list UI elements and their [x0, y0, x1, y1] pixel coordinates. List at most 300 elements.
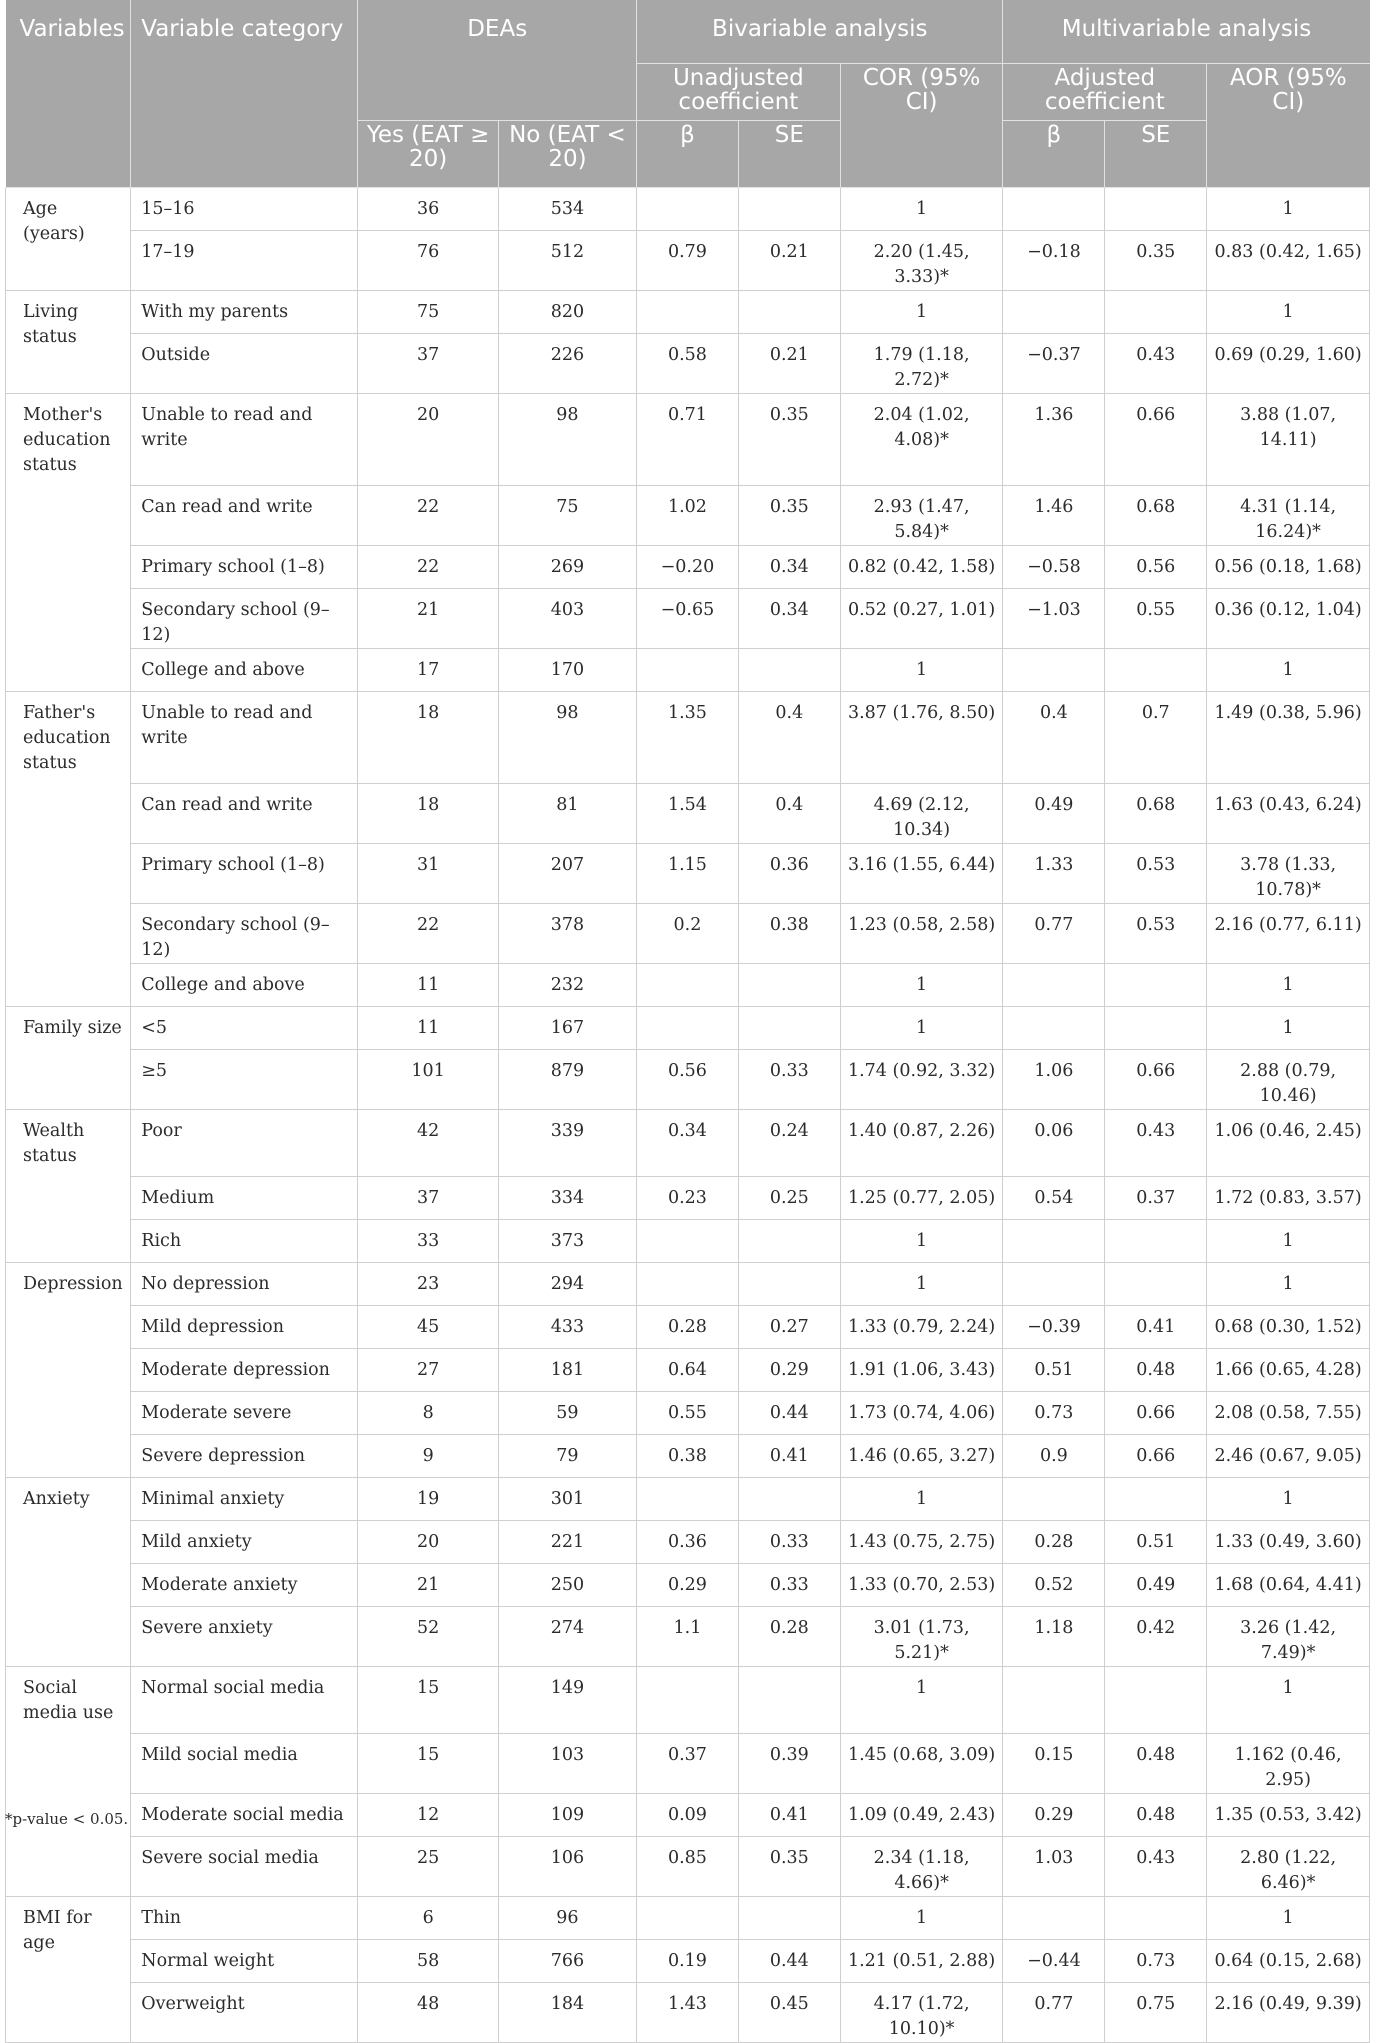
dea-no-cell: 98	[498, 692, 636, 784]
dea-yes-cell: 21	[358, 589, 498, 649]
aor-cell: 1.49 (0.38, 5.96)	[1207, 692, 1370, 784]
dea-no-cell: 79	[498, 1435, 636, 1478]
dea-no-cell: 184	[498, 1983, 636, 2043]
se-unadjusted-cell	[738, 291, 840, 334]
dea-yes-cell: 25	[358, 1837, 498, 1897]
dea-no-cell: 373	[498, 1220, 636, 1263]
dea-no-cell: 766	[498, 1940, 636, 1983]
dea-no-cell: 512	[498, 231, 636, 291]
category-cell: Severe social media	[131, 1837, 358, 1897]
se-unadjusted-cell: 0.25	[738, 1177, 840, 1220]
dea-no-cell: 109	[498, 1794, 636, 1837]
se-adjusted-cell: 0.48	[1105, 1734, 1207, 1794]
header-beta-unadjusted: β	[637, 121, 739, 188]
dea-yes-cell: 21	[358, 1564, 498, 1607]
aor-cell: 1.35 (0.53, 3.42)	[1207, 1794, 1370, 1837]
category-cell: Normal weight	[131, 1940, 358, 1983]
beta-adjusted-cell: 0.4	[1003, 692, 1105, 784]
category-cell: Moderate anxiety	[131, 1564, 358, 1607]
beta-unadjusted-cell: 0.55	[637, 1392, 739, 1435]
variable-cell: Wealth status	[6, 1110, 131, 1263]
header-yes: Yes (EAT ≥ 20)	[358, 121, 498, 188]
beta-adjusted-cell: 0.06	[1003, 1110, 1105, 1177]
se-unadjusted-cell	[738, 1667, 840, 1734]
se-unadjusted-cell: 0.34	[738, 589, 840, 649]
beta-unadjusted-cell: 0.29	[637, 1564, 739, 1607]
header-multivariable: Multivariable analysis	[1003, 0, 1370, 64]
se-unadjusted-cell	[738, 188, 840, 231]
dea-no-cell: 207	[498, 844, 636, 904]
variable-cell: Depression	[6, 1263, 131, 1478]
se-adjusted-cell: 0.48	[1105, 1794, 1207, 1837]
aor-cell: 1	[1207, 964, 1370, 1007]
table-row	[6, 964, 1370, 1007]
category-cell: Severe anxiety	[131, 1607, 358, 1667]
cor-cell: 1.74 (0.92, 3.32)	[840, 1050, 1003, 1110]
se-unadjusted-cell	[738, 649, 840, 692]
category-cell: Primary school (1–8)	[131, 546, 358, 589]
se-unadjusted-cell: 0.33	[738, 1521, 840, 1564]
variable-cell: Living status	[6, 291, 131, 394]
se-adjusted-cell: 0.41	[1105, 1306, 1207, 1349]
beta-adjusted-cell: −0.37	[1003, 334, 1105, 394]
cor-cell: 1	[840, 1007, 1003, 1050]
beta-unadjusted-cell: 0.58	[637, 334, 739, 394]
table-row	[6, 486, 1370, 546]
cor-cell: 2.20 (1.45, 3.33)*	[840, 231, 1003, 291]
cor-cell: 4.69 (2.12, 10.34)	[840, 784, 1003, 844]
beta-unadjusted-cell: 0.37	[637, 1734, 739, 1794]
dea-no-cell: 269	[498, 546, 636, 589]
se-adjusted-cell	[1105, 1263, 1207, 1306]
aor-cell: 2.16 (0.49, 9.39)	[1207, 1983, 1370, 2043]
dea-yes-cell: 8	[358, 1392, 498, 1435]
dea-yes-cell: 27	[358, 1349, 498, 1392]
table-row	[6, 1607, 1370, 1667]
table-row	[6, 1940, 1370, 1983]
beta-unadjusted-cell: 0.64	[637, 1349, 739, 1392]
se-unadjusted-cell: 0.44	[738, 1392, 840, 1435]
dea-no-cell: 433	[498, 1306, 636, 1349]
beta-unadjusted-cell: −0.20	[637, 546, 739, 589]
se-adjusted-cell: 0.55	[1105, 589, 1207, 649]
se-unadjusted-cell	[738, 1478, 840, 1521]
dea-yes-cell: 20	[358, 1521, 498, 1564]
beta-adjusted-cell: 0.77	[1003, 904, 1105, 964]
dea-no-cell: 181	[498, 1349, 636, 1392]
beta-adjusted-cell: 1.46	[1003, 486, 1105, 546]
table-body	[6, 188, 1370, 2043]
cor-cell: 1	[840, 1667, 1003, 1734]
se-adjusted-cell: 0.37	[1105, 1177, 1207, 1220]
cor-cell: 0.52 (0.27, 1.01)	[840, 589, 1003, 649]
dea-yes-cell: 6	[358, 1897, 498, 1940]
category-cell: Moderate depression	[131, 1349, 358, 1392]
table-row	[6, 1110, 1370, 1177]
table-row	[6, 1734, 1370, 1794]
beta-adjusted-cell: 0.77	[1003, 1983, 1105, 2043]
table-header	[6, 0, 1370, 188]
table-row	[6, 334, 1370, 394]
cor-cell: 1.21 (0.51, 2.88)	[840, 1940, 1003, 1983]
footnote: *p-value < 0.05.	[5, 1810, 129, 1828]
se-unadjusted-cell	[738, 1007, 840, 1050]
aor-cell: 1.68 (0.64, 4.41)	[1207, 1564, 1370, 1607]
aor-cell: 2.80 (1.22, 6.46)*	[1207, 1837, 1370, 1897]
beta-unadjusted-cell: 0.28	[637, 1306, 739, 1349]
se-adjusted-cell: 0.49	[1105, 1564, 1207, 1607]
dea-no-cell: 301	[498, 1478, 636, 1521]
category-cell: Primary school (1–8)	[131, 844, 358, 904]
header-beta-adjusted: β	[1003, 121, 1105, 188]
variable-cell: Social media use	[6, 1667, 131, 1897]
dea-yes-cell: 33	[358, 1220, 498, 1263]
table-row	[6, 1897, 1370, 1940]
category-cell: 17–19	[131, 231, 358, 291]
beta-unadjusted-cell: 0.23	[637, 1177, 739, 1220]
aor-cell: 2.88 (0.79, 10.46)	[1207, 1050, 1370, 1110]
dea-yes-cell: 15	[358, 1734, 498, 1794]
results-table-container	[5, 0, 1370, 2043]
se-adjusted-cell	[1105, 1220, 1207, 1263]
beta-unadjusted-cell: 1.1	[637, 1607, 739, 1667]
se-unadjusted-cell: 0.33	[738, 1050, 840, 1110]
se-adjusted-cell: 0.53	[1105, 904, 1207, 964]
table-row	[6, 1564, 1370, 1607]
se-adjusted-cell	[1105, 1478, 1207, 1521]
dea-yes-cell: 45	[358, 1306, 498, 1349]
beta-adjusted-cell	[1003, 1220, 1105, 1263]
aor-cell: 1.72 (0.83, 3.57)	[1207, 1177, 1370, 1220]
cor-cell: 1.33 (0.79, 2.24)	[840, 1306, 1003, 1349]
category-cell: College and above	[131, 964, 358, 1007]
beta-adjusted-cell: 0.29	[1003, 1794, 1105, 1837]
se-unadjusted-cell: 0.24	[738, 1110, 840, 1177]
variable-cell: Age (years)	[6, 188, 131, 291]
beta-unadjusted-cell: 1.02	[637, 486, 739, 546]
table-row	[6, 1392, 1370, 1435]
table-row	[6, 1435, 1370, 1478]
beta-unadjusted-cell	[637, 649, 739, 692]
beta-adjusted-cell: 1.03	[1003, 1837, 1105, 1897]
dea-yes-cell: 17	[358, 649, 498, 692]
aor-cell: 2.08 (0.58, 7.55)	[1207, 1392, 1370, 1435]
beta-adjusted-cell: 0.73	[1003, 1392, 1105, 1435]
aor-cell: 1	[1207, 649, 1370, 692]
table-row	[6, 1983, 1370, 2043]
header-aor: AOR (95% CI)	[1207, 64, 1370, 188]
se-unadjusted-cell: 0.28	[738, 1607, 840, 1667]
dea-yes-cell: 19	[358, 1478, 498, 1521]
beta-adjusted-cell	[1003, 1478, 1105, 1521]
dea-yes-cell: 75	[358, 291, 498, 334]
beta-adjusted-cell: 0.49	[1003, 784, 1105, 844]
category-cell: Minimal anxiety	[131, 1478, 358, 1521]
beta-adjusted-cell: −0.58	[1003, 546, 1105, 589]
dea-no-cell: 96	[498, 1897, 636, 1940]
beta-unadjusted-cell	[637, 964, 739, 1007]
table-row	[6, 692, 1370, 784]
dea-yes-cell: 22	[358, 546, 498, 589]
header-se-adjusted: SE	[1105, 121, 1207, 188]
se-adjusted-cell: 0.56	[1105, 546, 1207, 589]
aor-cell: 0.68 (0.30, 1.52)	[1207, 1306, 1370, 1349]
beta-adjusted-cell	[1003, 1667, 1105, 1734]
se-adjusted-cell: 0.42	[1105, 1607, 1207, 1667]
category-cell: Mild depression	[131, 1306, 358, 1349]
se-adjusted-cell	[1105, 1667, 1207, 1734]
cor-cell: 1.40 (0.87, 2.26)	[840, 1110, 1003, 1177]
category-cell: <5	[131, 1007, 358, 1050]
dea-no-cell: 820	[498, 291, 636, 334]
se-adjusted-cell	[1105, 649, 1207, 692]
dea-no-cell: 149	[498, 1667, 636, 1734]
beta-unadjusted-cell: 1.35	[637, 692, 739, 784]
category-cell: Normal social media	[131, 1667, 358, 1734]
cor-cell: 3.87 (1.76, 8.50)	[840, 692, 1003, 784]
se-adjusted-cell	[1105, 1897, 1207, 1940]
beta-adjusted-cell	[1003, 291, 1105, 334]
header-unadjusted-coefficient: Unadjusted coefficient	[637, 64, 841, 121]
category-cell: No depression	[131, 1263, 358, 1306]
se-adjusted-cell: 0.75	[1105, 1983, 1207, 2043]
dea-no-cell: 339	[498, 1110, 636, 1177]
se-adjusted-cell: 0.66	[1105, 1392, 1207, 1435]
dea-yes-cell: 58	[358, 1940, 498, 1983]
cor-cell: 1.23 (0.58, 2.58)	[840, 904, 1003, 964]
beta-unadjusted-cell: 0.34	[637, 1110, 739, 1177]
cor-cell: 1	[840, 291, 1003, 334]
se-adjusted-cell	[1105, 291, 1207, 334]
dea-yes-cell: 42	[358, 1110, 498, 1177]
table-row	[6, 1794, 1370, 1837]
aor-cell: 0.69 (0.29, 1.60)	[1207, 334, 1370, 394]
table-row	[6, 231, 1370, 291]
header-variable-category: Variable category	[131, 0, 358, 188]
aor-cell: 1	[1207, 1263, 1370, 1306]
dea-no-cell: 103	[498, 1734, 636, 1794]
aor-cell: 1.162 (0.46, 2.95)	[1207, 1734, 1370, 1794]
aor-cell: 0.83 (0.42, 1.65)	[1207, 231, 1370, 291]
cor-cell: 0.82 (0.42, 1.58)	[840, 546, 1003, 589]
se-adjusted-cell: 0.73	[1105, 1940, 1207, 1983]
dea-no-cell: 403	[498, 589, 636, 649]
cor-cell: 1	[840, 1263, 1003, 1306]
se-unadjusted-cell: 0.36	[738, 844, 840, 904]
table-row	[6, 1007, 1370, 1050]
aor-cell: 1	[1207, 291, 1370, 334]
table-row	[6, 188, 1370, 231]
beta-adjusted-cell: 0.28	[1003, 1521, 1105, 1564]
se-unadjusted-cell: 0.33	[738, 1564, 840, 1607]
beta-adjusted-cell: 0.54	[1003, 1177, 1105, 1220]
table-row	[6, 1177, 1370, 1220]
cor-cell: 1.25 (0.77, 2.05)	[840, 1177, 1003, 1220]
results-table	[5, 0, 1370, 2043]
beta-adjusted-cell	[1003, 1007, 1105, 1050]
se-adjusted-cell: 0.68	[1105, 486, 1207, 546]
beta-unadjusted-cell	[637, 291, 739, 334]
dea-yes-cell: 52	[358, 1607, 498, 1667]
dea-yes-cell: 31	[358, 844, 498, 904]
beta-adjusted-cell: 1.36	[1003, 394, 1105, 486]
se-adjusted-cell	[1105, 188, 1207, 231]
beta-adjusted-cell: −0.44	[1003, 1940, 1105, 1983]
aor-cell: 2.46 (0.67, 9.05)	[1207, 1435, 1370, 1478]
table-row	[6, 546, 1370, 589]
dea-yes-cell: 48	[358, 1983, 498, 2043]
se-unadjusted-cell	[738, 964, 840, 1007]
category-cell: With my parents	[131, 291, 358, 334]
dea-yes-cell: 23	[358, 1263, 498, 1306]
se-unadjusted-cell	[738, 1263, 840, 1306]
header-variables: Variables	[6, 0, 131, 188]
cor-cell: 1	[840, 1897, 1003, 1940]
beta-unadjusted-cell	[637, 1007, 739, 1050]
se-adjusted-cell: 0.43	[1105, 1110, 1207, 1177]
aor-cell: 2.16 (0.77, 6.11)	[1207, 904, 1370, 964]
beta-unadjusted-cell: 0.36	[637, 1521, 739, 1564]
header-cor: COR (95% CI)	[840, 64, 1003, 188]
table-row	[6, 1050, 1370, 1110]
category-cell: Moderate social media	[131, 1794, 358, 1837]
se-unadjusted-cell: 0.44	[738, 1940, 840, 1983]
dea-no-cell: 378	[498, 904, 636, 964]
dea-no-cell: 106	[498, 1837, 636, 1897]
category-cell: 15–16	[131, 188, 358, 231]
dea-yes-cell: 11	[358, 964, 498, 1007]
se-unadjusted-cell: 0.45	[738, 1983, 840, 2043]
dea-yes-cell: 37	[358, 334, 498, 394]
cor-cell: 1	[840, 1478, 1003, 1521]
aor-cell: 4.31 (1.14, 16.24)*	[1207, 486, 1370, 546]
dea-yes-cell: 76	[358, 231, 498, 291]
category-cell: Rich	[131, 1220, 358, 1263]
beta-unadjusted-cell	[637, 188, 739, 231]
se-unadjusted-cell: 0.29	[738, 1349, 840, 1392]
se-adjusted-cell: 0.48	[1105, 1349, 1207, 1392]
beta-adjusted-cell	[1003, 1897, 1105, 1940]
beta-unadjusted-cell	[637, 1263, 739, 1306]
header-se-unadjusted: SE	[738, 121, 840, 188]
category-cell: Unable to read and write	[131, 394, 358, 486]
se-unadjusted-cell: 0.34	[738, 546, 840, 589]
category-cell: Can read and write	[131, 486, 358, 546]
dea-no-cell: 226	[498, 334, 636, 394]
cor-cell: 3.01 (1.73, 5.21)*	[840, 1607, 1003, 1667]
beta-unadjusted-cell: 0.85	[637, 1837, 739, 1897]
table-row	[6, 394, 1370, 486]
beta-adjusted-cell: 0.15	[1003, 1734, 1105, 1794]
cor-cell: 1.46 (0.65, 3.27)	[840, 1435, 1003, 1478]
category-cell: Secondary school (9–12)	[131, 589, 358, 649]
cor-cell: 1.45 (0.68, 3.09)	[840, 1734, 1003, 1794]
beta-unadjusted-cell	[637, 1897, 739, 1940]
beta-unadjusted-cell	[637, 1220, 739, 1263]
se-adjusted-cell: 0.53	[1105, 844, 1207, 904]
aor-cell: 3.88 (1.07, 14.11)	[1207, 394, 1370, 486]
table-row	[6, 904, 1370, 964]
beta-unadjusted-cell: 1.15	[637, 844, 739, 904]
se-unadjusted-cell: 0.21	[738, 231, 840, 291]
table-row	[6, 1521, 1370, 1564]
dea-no-cell: 221	[498, 1521, 636, 1564]
dea-yes-cell: 22	[358, 904, 498, 964]
category-cell: Thin	[131, 1897, 358, 1940]
se-unadjusted-cell: 0.35	[738, 394, 840, 486]
dea-yes-cell: 22	[358, 486, 498, 546]
aor-cell: 1.33 (0.49, 3.60)	[1207, 1521, 1370, 1564]
beta-adjusted-cell	[1003, 649, 1105, 692]
category-cell: Moderate severe	[131, 1392, 358, 1435]
se-adjusted-cell	[1105, 964, 1207, 1007]
dea-no-cell: 334	[498, 1177, 636, 1220]
beta-unadjusted-cell: 0.19	[637, 1940, 739, 1983]
dea-no-cell: 534	[498, 188, 636, 231]
category-cell: Can read and write	[131, 784, 358, 844]
se-unadjusted-cell: 0.41	[738, 1435, 840, 1478]
se-adjusted-cell: 0.66	[1105, 1435, 1207, 1478]
cor-cell: 1	[840, 649, 1003, 692]
category-cell: College and above	[131, 649, 358, 692]
dea-no-cell: 98	[498, 394, 636, 486]
beta-adjusted-cell: −1.03	[1003, 589, 1105, 649]
dea-yes-cell: 20	[358, 394, 498, 486]
dea-no-cell: 294	[498, 1263, 636, 1306]
dea-no-cell: 170	[498, 649, 636, 692]
aor-cell: 0.56 (0.18, 1.68)	[1207, 546, 1370, 589]
se-adjusted-cell: 0.66	[1105, 1050, 1207, 1110]
aor-cell: 0.64 (0.15, 2.68)	[1207, 1940, 1370, 1983]
se-unadjusted-cell: 0.35	[738, 486, 840, 546]
aor-cell: 1.63 (0.43, 6.24)	[1207, 784, 1370, 844]
table-row	[6, 589, 1370, 649]
cor-cell: 1.33 (0.70, 2.53)	[840, 1564, 1003, 1607]
aor-cell: 3.26 (1.42, 7.49)*	[1207, 1607, 1370, 1667]
aor-cell: 1	[1207, 1220, 1370, 1263]
category-cell: ≥5	[131, 1050, 358, 1110]
header-no: No (EAT < 20)	[498, 121, 636, 188]
se-unadjusted-cell: 0.38	[738, 904, 840, 964]
table-row	[6, 844, 1370, 904]
aor-cell: 1	[1207, 1478, 1370, 1521]
category-cell: Mild social media	[131, 1734, 358, 1794]
cor-cell: 1	[840, 964, 1003, 1007]
cor-cell: 1.09 (0.49, 2.43)	[840, 1794, 1003, 1837]
dea-no-cell: 81	[498, 784, 636, 844]
dea-no-cell: 232	[498, 964, 636, 1007]
beta-adjusted-cell: 1.06	[1003, 1050, 1105, 1110]
variable-cell: Mother's education status	[6, 394, 131, 692]
aor-cell: 0.36 (0.12, 1.04)	[1207, 589, 1370, 649]
beta-adjusted-cell	[1003, 188, 1105, 231]
category-cell: Severe depression	[131, 1435, 358, 1478]
dea-yes-cell: 9	[358, 1435, 498, 1478]
beta-adjusted-cell: 1.18	[1003, 1607, 1105, 1667]
se-unadjusted-cell: 0.39	[738, 1734, 840, 1794]
beta-unadjusted-cell	[637, 1478, 739, 1521]
table-row	[6, 1349, 1370, 1392]
cor-cell: 2.93 (1.47, 5.84)*	[840, 486, 1003, 546]
cor-cell: 1.43 (0.75, 2.75)	[840, 1521, 1003, 1564]
table-row	[6, 1306, 1370, 1349]
table-row	[6, 1263, 1370, 1306]
header-adjusted-coefficient: Adjusted coefficient	[1003, 64, 1207, 121]
cor-cell: 4.17 (1.72, 10.10)*	[840, 1983, 1003, 2043]
dea-no-cell: 274	[498, 1607, 636, 1667]
se-adjusted-cell: 0.68	[1105, 784, 1207, 844]
cor-cell: 3.16 (1.55, 6.44)	[840, 844, 1003, 904]
